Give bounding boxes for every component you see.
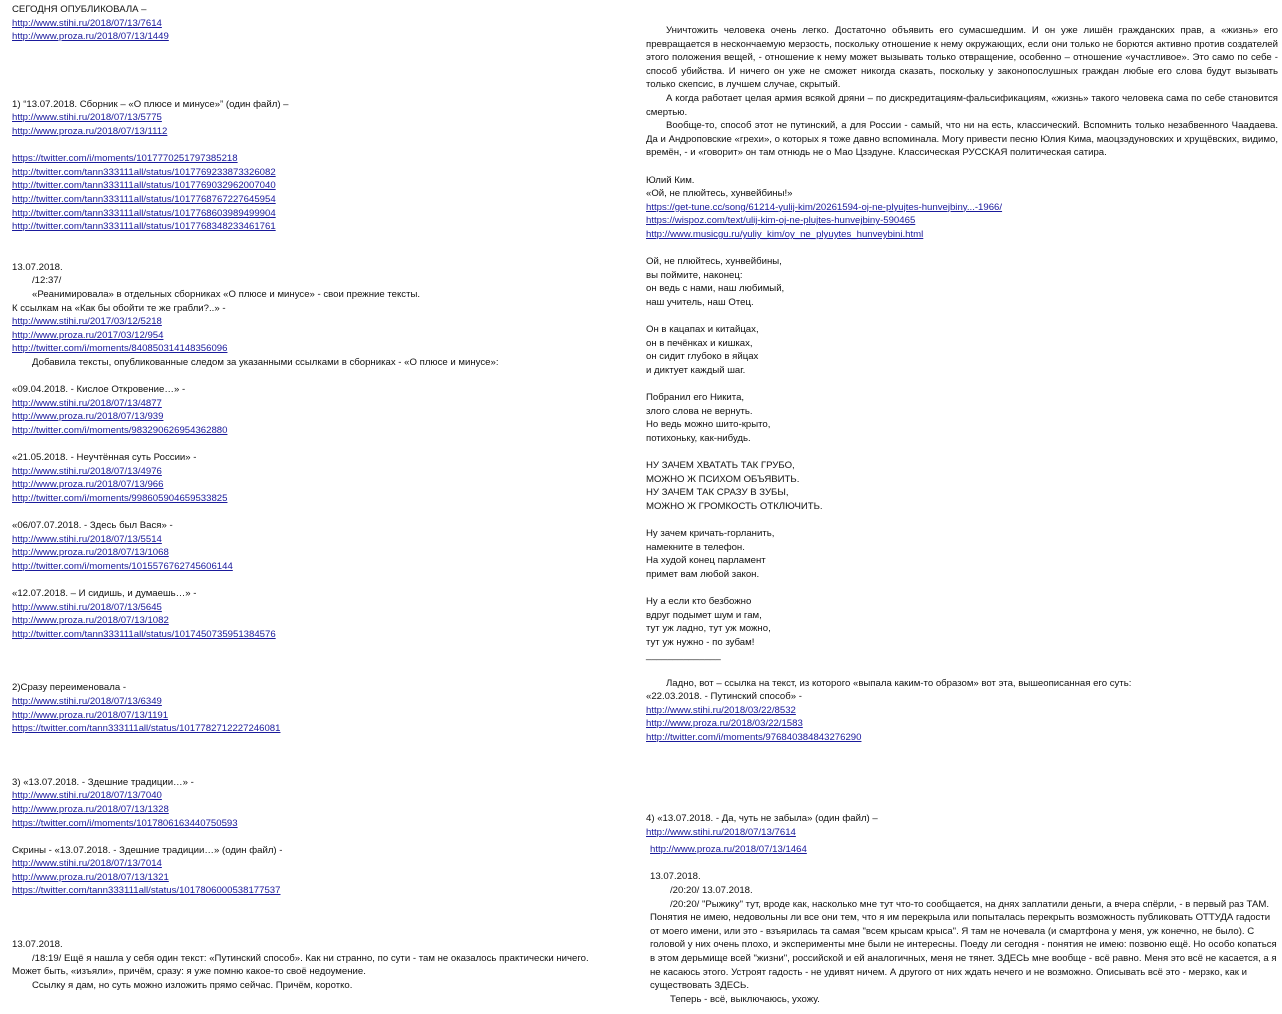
note-text: Добавила тексты, опубликованные следом за указанными ссылками в сборниках - «О плюсе и минусе»: bbox=[32, 356, 499, 368]
link[interactable]: http://www.stihi.ru/2018/07/13/7614 bbox=[646, 826, 796, 838]
link[interactable]: http://twitter.com/i/moments/983290626954362880 bbox=[12, 424, 228, 436]
note-text: /18:19/ Ещё я нашла у себя один текст: «Путинский способ». Как ни странно, по сути - там не оказалось практически ничего. bbox=[32, 952, 589, 964]
link[interactable]: http://www.stihi.ru/2017/03/12/5218 bbox=[12, 316, 162, 328]
link[interactable]: http://www.proza.ru/2018/03/22/1583 bbox=[646, 718, 803, 730]
note-date: 13.07.2018. bbox=[12, 939, 63, 951]
stanza bbox=[646, 527, 1278, 581]
link[interactable]: http://www.stihi.ru/2018/07/13/7614 bbox=[12, 17, 162, 29]
note-text: Теперь - всё, выключаюсь, ухожу. bbox=[670, 993, 820, 1005]
verse-line: Ну зачем кричать-горланить, bbox=[646, 527, 775, 539]
twitter-link[interactable]: http://twitter.com/tann333111all/status/1017768603989499904 bbox=[12, 207, 276, 219]
link[interactable]: http://www.stihi.ru/2018/07/13/6349 bbox=[12, 695, 162, 707]
note-time: /12:37/ bbox=[32, 275, 62, 287]
link[interactable]: http://www.stihi.ru/2018/07/13/4877 bbox=[12, 397, 162, 409]
verse-line: НУ ЗАЧЕМ ТАК СРАЗУ В ЗУБЫ, bbox=[646, 487, 789, 499]
note-block bbox=[646, 870, 1278, 1006]
song-title: «Ой, не плюйтесь, хунвейбины!» bbox=[646, 188, 793, 200]
paragraph: А когда работает целая армия всякой дряни – по дискредитациям-фальсификациям, «жизнь» такого человека сама по себе становится смертью. bbox=[646, 92, 1278, 118]
stanza bbox=[646, 323, 1278, 377]
stanza bbox=[646, 255, 1278, 309]
item-3-title: 3) «13.07.2018. - Здешние традиции…» - bbox=[12, 776, 194, 788]
author: Юлий Ким. bbox=[646, 174, 695, 186]
song-link[interactable]: https://get-tune.cc/song/61214-yulij-kim/20261594-oj-ne-plyujtes-hunvejbiny...-1966/ bbox=[646, 201, 1003, 213]
verse-line: он ведь с нами, наш любимый, bbox=[646, 283, 785, 295]
link[interactable]: http://www.stihi.ru/2018/07/13/7040 bbox=[12, 790, 162, 802]
left-column bbox=[12, 0, 632, 992]
right-column bbox=[646, 0, 1278, 1006]
verse-line: Ой, не плюйтесь, хунвейбины, bbox=[646, 256, 782, 268]
group-title: «21.05.2018. - Неучтённая суть России» - bbox=[12, 452, 197, 464]
note-date: 13.07.2018. bbox=[650, 871, 701, 883]
twitter-link[interactable]: http://twitter.com/tann333111all/status/1017768767227645954 bbox=[12, 193, 276, 205]
verse-line: он сидит глубоко в яйцах bbox=[646, 351, 759, 363]
verse-line: Он в кацапах и китайцах, bbox=[646, 324, 759, 336]
note-text: К ссылкам на «Как бы обойти те же грабли?..» - bbox=[12, 302, 226, 314]
link[interactable]: http://www.proza.ru/2018/07/13/966 bbox=[12, 479, 164, 491]
verse-line: вы поймите, наконец: bbox=[646, 269, 743, 281]
group-title: «12.07.2018. – И сидишь, и думаешь…» - bbox=[12, 587, 197, 599]
group-title: «06/07.07.2018. - Здесь был Вася» - bbox=[12, 520, 173, 531]
verse-line: тут уж ладно, тут уж можно, bbox=[646, 623, 771, 635]
verse-line: На худой конец парламент bbox=[646, 555, 766, 567]
verse-line: Побранил его Никита, bbox=[646, 392, 745, 404]
verse-line: наш учитель, наш Отец. bbox=[646, 296, 754, 308]
note-text: «Реанимировала» в отдельных сборниках «О плюсе и минусе» - свои прежние тексты. bbox=[32, 288, 421, 300]
verse-line: примет вам любой закон. bbox=[646, 568, 760, 580]
note-text: Может быть, «изъяли», причём, сразу: я уже помню какое-то своё недоумение. bbox=[12, 966, 366, 978]
stanza bbox=[646, 391, 1278, 445]
twitter-link[interactable]: http://twitter.com/tann333111all/status/1017769233873326082 bbox=[12, 166, 276, 178]
link[interactable]: http://twitter.com/tann333111all/status/1017450735951384576 bbox=[12, 628, 276, 640]
paragraph: Вообще-то, способ этот не путинский, а для России - самый, что ни на есть, классический. Вспомнить только незабвенного Чаадаева. Да и Андроповские «грехи», о которых я тоже давно вспоминала. Могу привести песню Юлия Кима, маоцзэдуновских и хрущёвских, видимо, времён, - и «говорит» он там отнюдь не о Мао Цзэдуне. Классическая РУССКАЯ политическая сатира. bbox=[646, 120, 1278, 159]
verse-line: потихоньку, как-нибудь. bbox=[646, 432, 751, 444]
verse-line: НУ ЗАЧЕМ ХВАТАТЬ ТАК ГРУБО, bbox=[646, 460, 795, 471]
heading: СЕГОДНЯ ОПУБЛИКОВАЛА – bbox=[12, 4, 147, 15]
verse-line: МОЖНО Ж ГРОМКОСТЬ ОТКЛЮЧИТЬ. bbox=[646, 500, 823, 512]
screens-title: Скрины - «13.07.2018. - Здешние традиции…» (один файл) - bbox=[12, 844, 283, 856]
link[interactable]: http://www.proza.ru/2018/07/13/1328 bbox=[12, 803, 169, 815]
verse-line: тут уж нужно - по зубам! bbox=[646, 636, 755, 648]
link[interactable]: http://www.proza.ru/2018/07/13/1068 bbox=[12, 547, 169, 559]
note-time: /20:20/ 13.07.2018. bbox=[670, 885, 753, 897]
link[interactable]: https://twitter.com/i/moments/1017806163440750593 bbox=[12, 817, 238, 829]
verse-line: Ну а если кто безбожно bbox=[646, 595, 752, 607]
item-4-title: 4) «13.07.2018. - Да, чуть не забыла» (один файл) – bbox=[646, 813, 878, 825]
link[interactable]: http://www.proza.ru/2018/07/13/1449 bbox=[12, 31, 169, 43]
twitter-link[interactable]: http://twitter.com/tann333111all/status/1017769032962007040 bbox=[12, 180, 276, 192]
verse-line: Но ведь можно шито-крыто, bbox=[646, 419, 771, 431]
link[interactable]: http://www.proza.ru/2018/07/13/939 bbox=[12, 411, 164, 423]
link[interactable]: http://twitter.com/i/moments/840850314148356096 bbox=[12, 343, 228, 355]
link[interactable]: http://www.proza.ru/2018/07/13/1112 bbox=[12, 125, 168, 137]
twitter-link[interactable]: https://twitter.com/i/moments/1017770251797385218 bbox=[12, 153, 238, 165]
link[interactable]: https://twitter.com/tann333111all/status/1017782712227246081 bbox=[12, 723, 281, 735]
putin-title: «22.03.2018. - Путинский способ» - bbox=[646, 691, 802, 703]
link[interactable]: http://www.stihi.ru/2018/07/13/5645 bbox=[12, 601, 162, 613]
separator-rule: ______________ bbox=[646, 650, 721, 662]
song-link[interactable]: http://www.musicgu.ru/yuliy_kim/oy_ne_plyuytes_hunveybini.html bbox=[646, 228, 924, 240]
link[interactable]: http://www.proza.ru/2018/07/13/1191 bbox=[12, 709, 169, 721]
link[interactable]: http://www.proza.ru/2018/07/13/1082 bbox=[12, 615, 169, 627]
link[interactable]: http://www.stihi.ru/2018/07/13/7014 bbox=[12, 858, 162, 870]
link[interactable]: http://www.stihi.ru/2018/07/13/5514 bbox=[12, 533, 162, 545]
verse-line: злого слова не вернуть. bbox=[646, 405, 753, 417]
link[interactable]: http://www.proza.ru/2018/07/13/1321 bbox=[12, 871, 169, 883]
twitter-link[interactable]: http://twitter.com/tann333111all/status/1017768348233461761 bbox=[12, 221, 276, 233]
stanza bbox=[646, 459, 1278, 513]
link[interactable]: https://twitter.com/tann333111all/status/1017806000538177537 bbox=[12, 885, 281, 897]
item-1-title: 1) “13.07.2018. Сборник – «О плюсе и минусе»” (один файл) – bbox=[12, 98, 289, 110]
link[interactable]: http://www.stihi.ru/2018/07/13/5775 bbox=[12, 112, 162, 124]
note-text: Ладно, вот – ссылка на текст, из которого «выпала каким-то образом» вот эта, вышеописанная его суть: bbox=[666, 677, 1132, 689]
link[interactable]: http://www.proza.ru/2018/07/13/1464 bbox=[650, 844, 807, 856]
note-text: Ссылку я дам, но суть можно изложить прямо сейчас. Причём, коротко. bbox=[32, 979, 353, 991]
verse-line: он в печёнках и кишках, bbox=[646, 337, 753, 349]
verse-line: намекните в телефон. bbox=[646, 541, 745, 553]
link[interactable]: http://twitter.com/i/moments/976840384843276290 bbox=[646, 731, 862, 743]
link[interactable]: http://twitter.com/i/moments/998605904659533825 bbox=[12, 492, 228, 504]
link[interactable]: http://twitter.com/i/moments/1015576762745606144 bbox=[12, 560, 233, 572]
verse-line: МОЖНО Ж ПСИХОМ ОБЪЯВИТЬ. bbox=[646, 473, 800, 485]
link[interactable]: http://www.proza.ru/2017/03/12/954 bbox=[12, 329, 164, 341]
item-2-title: 2)Сразу переименовала - bbox=[12, 682, 127, 694]
paragraph: /20:20/ "Рыжику" тут, вроде как, насколько мне тут что-то сообщается, на днях заплатили деньги, а вчера спёрли, - в первый раз ТАМ. Понятия не имею, недовольны ли все они тем, что я им перекрыла или попыталась перекрыть возможность публиковать ОТТУДА гадости от моего имени, или это - взъярилась та самая "всем крысам крыса". Я там не ночевала (и смартфона у меня, уж конечно, не было). С головой у них очень плохо, и эксперименты мне были не интересны. Поеду ли сегодня - понятия не имею: позвоню ещё. Но особо копаться в этом дерьмище всей "жизни", российской и ей аналогичных, меня не тянет. ЗДЕСЬ мне вообще - всё равно. Меня это всё не касается, а я не касаюсь этого. Устроят гадость - не удивят ничем. А другого от них ждать нечего и не возможно. Описывать всё это - мерзко, как и существовать ЗДЕСЬ. bbox=[650, 898, 1277, 992]
paragraph: Уничтожить человека очень легко. Достаточно объявить его сумасшедшим. И он уже лишён гражданских прав, а «жизнь» его превращается в нескончаемую мерзость, поскольку отношение к нему окружающих, если они только не борются активно против создателей этого положения вещей, - отношение к нему может вызывать только отвращение, особенно – отношение «участливое». Это само по себе - способ убийства. И ничего он уже не сможет никогда сказать, поскольку у законопослушных граждан любые его слова будут вызывать только скепсис, в лучшем случае, скрытый. bbox=[646, 25, 1278, 91]
verse-line: и диктует каждый шаг. bbox=[646, 364, 746, 376]
stanza bbox=[646, 595, 1278, 649]
verse-line: вдруг подымет шум и гам, bbox=[646, 609, 762, 621]
group-title: «09.04.2018. - Кислое Откровение…» - bbox=[12, 384, 186, 396]
song-link[interactable]: https://wispoz.com/text/ulij-kim-oj-ne-plujtes-hunvejbiny-590465 bbox=[646, 215, 916, 227]
link[interactable]: http://www.stihi.ru/2018/03/22/8532 bbox=[646, 704, 796, 716]
link[interactable]: http://www.stihi.ru/2018/07/13/4976 bbox=[12, 465, 162, 477]
note-date: 13.07.2018. bbox=[12, 261, 63, 273]
